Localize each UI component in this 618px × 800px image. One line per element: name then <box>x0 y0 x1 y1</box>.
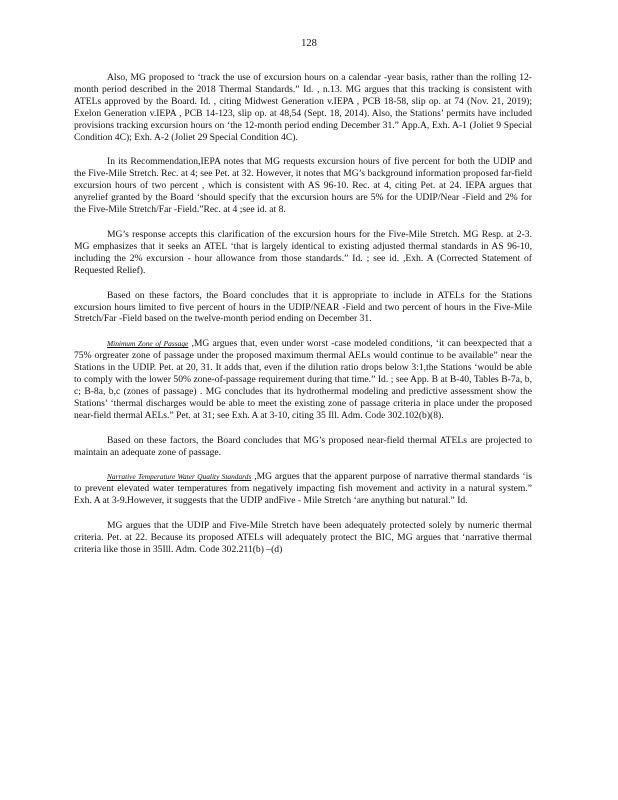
paragraph-text: In its Recommendation,IEPA notes that MG requests excursion hours of five percent for both the UDIP and the Five-Mile Stretch. Rec. at 4; see Pet. at 32. However, it notes that MG’s background information proposed far-field excursion hours of two percent , which is consistent with AS 96-10. Rec. at 4, citing Pet. at 24. IEPA argues that anyrelief granted by the Board ‘should specify that the excursion hours are 5% for the UDIP/Near -Field and 2% for the Five-Mile Stretch/Far -Field.”Rec. at 4 ;see id. at 8. <box>74 156 532 216</box>
paragraph-text: ,MG argues that, even under worst -case modeled conditions, ‘it can beexpected that a 75% orgreater zone of passage under the proposed maximum thermal AELs would continue to be available” near the Stations in the UDIP. Pet. at 20, 31. It adds that, even if the dilution ratio drops below 3:1,the Stations ‘would be able to comply with the lower 50% zone-of-passage requirement during that time.” Id. ; see App. B at B-40, Tables B-7a, b, c; B-8a, b,c (zones of passage) . MG concludes that its hydrothermal modeling and predictive assessment show the Stations’ ‘thermal discharges would be able to meet the existing zone of passage criteria in place under the proposed near-field thermal AELs.” Pet. at 31; see Exh. A at 3-10, citing 35 Ill. Adm. Code 302.102(b)(8). <box>74 338 532 421</box>
page-number: 128 <box>301 38 317 49</box>
paragraph-board-conclusion-excursion <box>74 290 532 326</box>
paragraph-numeric-criteria <box>74 520 532 556</box>
paragraph-narrative-standards <box>74 471 532 507</box>
paragraph-text: MG argues that the UDIP and Five-Mile Stretch have been adequately protected solely by numeric thermal criteria. Pet. at 22. Because its proposed ATELs will adequately protect the BIC, MG argues that ‘narrative thermal criteria like those in 35Ill. Adm. Code 302.211(b) –(d) <box>74 520 532 555</box>
paragraph-text: Based on these factors, the Board concludes that it is appropriate to include in ATELs for the Stations excursion hours limited to five percent of hours in the UDIP/NEAR -Field and two percent of hours in the Five-Mile Stretch/Far -Field based on the twelve-month period ending on December 31. <box>74 289 532 325</box>
paragraph-text: Also, MG proposed to ‘track the use of excursion hours on a calendar -year basis, rather than the rolling 12-month period described in the 2018 Thermal Standards.” Id. , n.13. MG argues that this tracking is consistent with ATELs approved by the Board. Id. , citing Midwest Generation v.IEPA , PCB 18-58, slip op. at 74 (Nov. 21, 2019); Exelon Generation v.IEPA , PCB 14-123, slip op. at 48,54 (Sept. 18, 2014). Also, the Stations’ permits have included provisions tracking excursion hours on ‘the 12-month period ending December 31.” App.A, Exh. A-1 (Joliet 9 Special Condition 4C); Exh. A-2 (Joliet 29 Special Condition 4C). <box>74 72 532 143</box>
section-heading: Minimum Zone of Passage <box>107 339 189 349</box>
paragraph-board-conclusion-passage <box>74 435 532 459</box>
paragraph-text: MG’s response accepts this clarification of the excursion hours for the Five-Mile Stretch. MG Resp. at 2-3. MG emphasizes that it seeks an ATEL ‘that is largely identical to existing adjusted thermal standards in AS 96-10, including the 2% excursion - hour allowance from those standards.” Id. ; see id. ,Exh. A (Corrected Statement of Requested Relief). <box>74 228 532 276</box>
section-heading: Narrative Temperature Water Quality Standards <box>107 472 252 482</box>
paragraph-text: Based on these factors, the Board concludes that MG’s proposed near-field thermal ATELs are projected to maintain an adequate zone of passage. <box>74 434 532 458</box>
paragraph-zone-of-passage <box>74 338 532 421</box>
body-text <box>74 72 532 569</box>
paragraph-mg-response <box>74 229 532 277</box>
paragraph-excursion-tracking <box>74 72 532 143</box>
paragraph-iepa-recommendation <box>74 156 532 216</box>
paragraph-text: ,MG argues that the apparent purpose of narrative thermal standards ‘is to prevent elevated water temperatures from negatively impacting fish movement and activity in a natural system.” Exh. A at 3-9.However, it suggests that the UDIP andFive - Mile Stretch ‘are anything but natural.” Id. <box>74 471 532 507</box>
